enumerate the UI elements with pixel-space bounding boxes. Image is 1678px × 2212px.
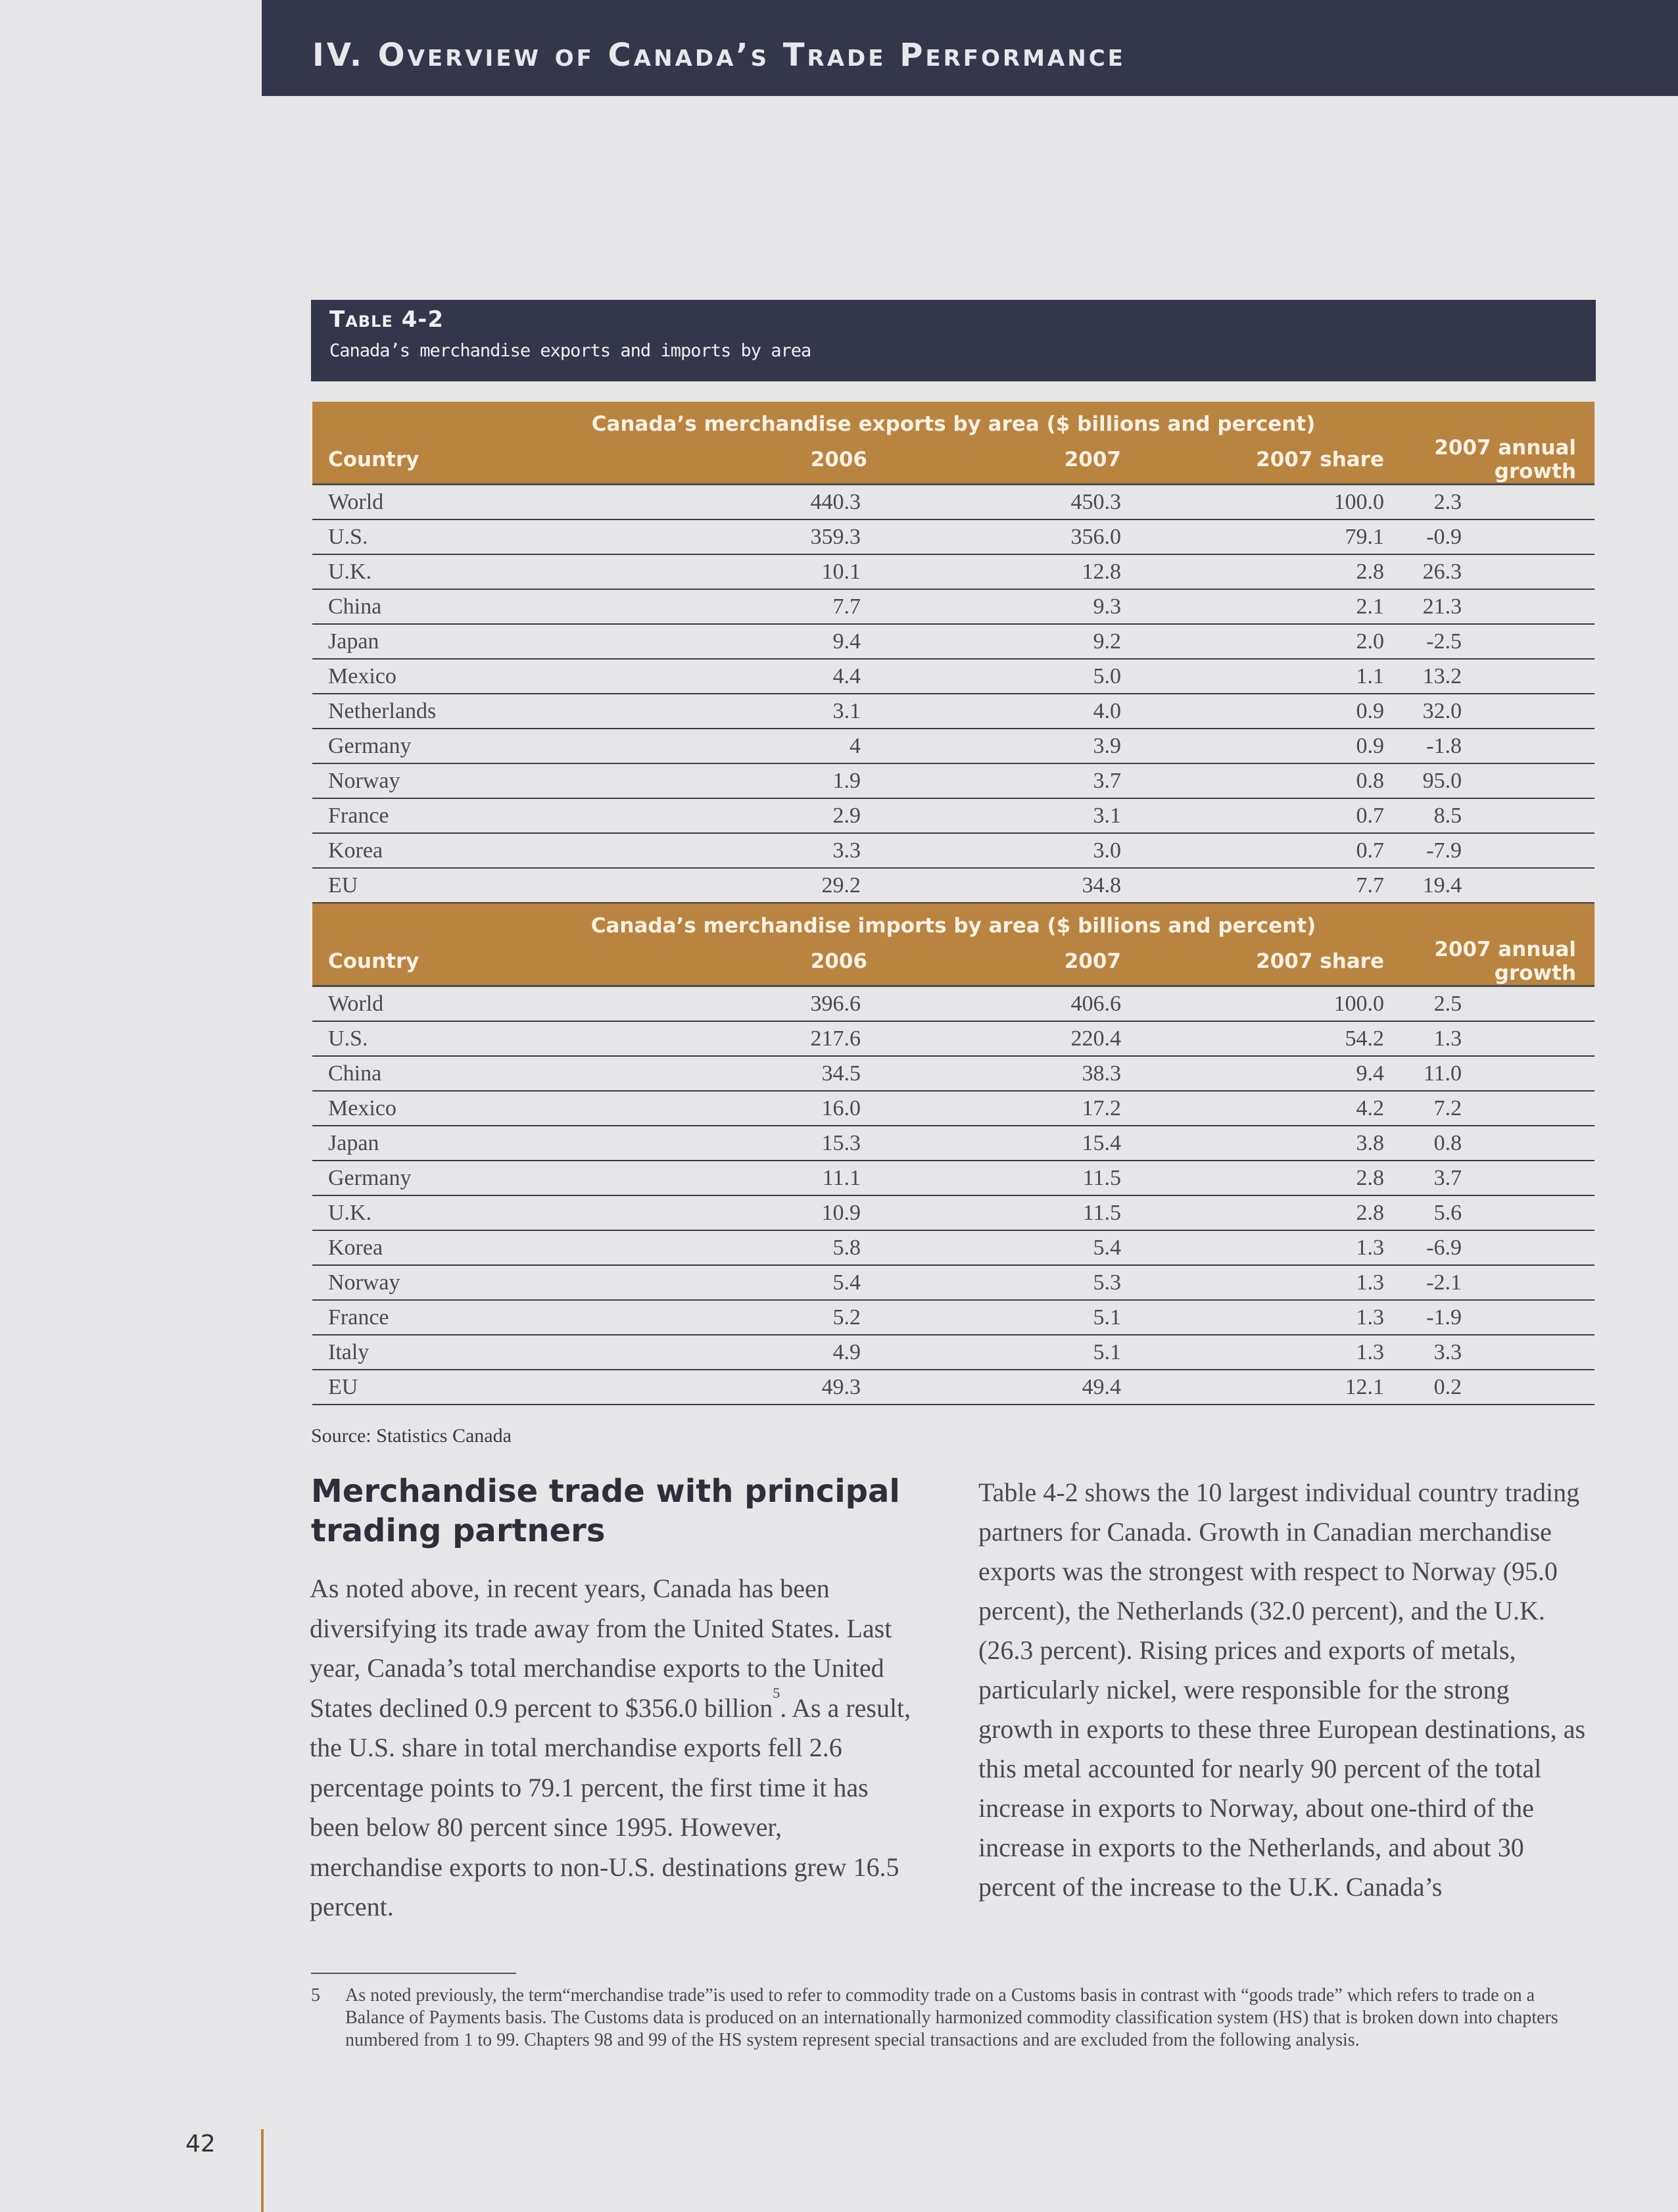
- exports-section-title: Canada’s merchandise exports by area ($ billions and percent): [312, 402, 1594, 436]
- growth-2007-cell: 0.2: [1404, 1370, 1594, 1405]
- value-2006-cell: 10.1: [654, 554, 878, 589]
- growth-2007-cell: 95.0: [1404, 763, 1594, 798]
- value-2007-cell: 3.1: [878, 798, 1141, 833]
- column-header-value-2006: 2006: [654, 436, 878, 485]
- table-row: [312, 1161, 1594, 1195]
- share-2007-cell: 54.2: [1141, 1021, 1404, 1056]
- value-2006-cell: 15.3: [654, 1126, 878, 1161]
- share-2007-cell: 4.2: [1141, 1091, 1404, 1126]
- imports-header-row: [312, 938, 1594, 986]
- growth-2007-cell: 5.6: [1404, 1195, 1594, 1230]
- growth-2007-cell: -6.9: [1404, 1230, 1594, 1265]
- column-header-share-2007: 2007 share: [1141, 436, 1404, 485]
- value-2007-cell: 5.4: [878, 1230, 1141, 1265]
- value-2006-cell: 359.3: [654, 519, 878, 554]
- country-cell: France: [312, 1300, 654, 1335]
- body-text-right: [978, 1473, 1590, 1907]
- share-2007-cell: 2.8: [1141, 1161, 1404, 1195]
- table-title: Canada’s merchandise exports and imports by area: [329, 341, 811, 361]
- share-2007-cell: 100.0: [1141, 986, 1404, 1022]
- column-header-growth-2007: 2007 annual growth: [1404, 938, 1594, 986]
- country-cell: Korea: [312, 1230, 654, 1265]
- country-cell: U.K.: [312, 1195, 654, 1230]
- value-2007-cell: 38.3: [878, 1056, 1141, 1091]
- table-row: [312, 1195, 1594, 1230]
- country-cell: Korea: [312, 833, 654, 868]
- country-cell: EU: [312, 1370, 654, 1405]
- share-2007-cell: 3.8: [1141, 1126, 1404, 1161]
- column-header-growth-2007: 2007 annual growth: [1404, 436, 1594, 485]
- country-cell: Netherlands: [312, 694, 654, 729]
- value-2006-cell: 5.4: [654, 1265, 878, 1300]
- table-row: [312, 1265, 1594, 1300]
- footnote-text: As noted previously, the term“merchandise trade”is used to refer to commodity trade on a Customs basis in contrast with “goods trade” which refers to trade on a Balance of Payments basis. The Customs data is produced on an internationally harmonized commodity classification system (HS) that is broken down into chapters numbered from 1 to 99. Chapters 98 and 99 of the HS system represent special transactions and are excluded from the following analysis.: [345, 1985, 1558, 2050]
- value-2007-cell: 11.5: [878, 1161, 1141, 1195]
- body-right-paragraph: Table 4-2 shows the 10 largest individual country trading partners for Canada. Growth in Canadian merchandise exports was the strongest with respect to Norway (95.0 percent), the Netherlands (32.0 percent), and the U.K. (26.3 percent). Rising prices and exports of metals, particularly nickel, were responsible for the strong growth in exports to these three European destinations, as this metal accounted for nearly 90 percent of the total increase in exports to Norway, about one-third of the increase in exports to the Netherlands, and about 30 percent of the increase to the U.K. Canada’s: [978, 1478, 1586, 1902]
- country-cell: Germany: [312, 1161, 654, 1195]
- growth-2007-cell: 11.0: [1404, 1056, 1594, 1091]
- value-2006-cell: 217.6: [654, 1021, 878, 1056]
- value-2006-cell: 3.1: [654, 694, 878, 729]
- country-cell: France: [312, 798, 654, 833]
- body-left-text-a: As noted above, in recent years, Canada has been diversifying its trade away from the United States. Last year, Canada’s total merchandise exports to the United States declined 0.9 percent to $356.0 billion: [310, 1574, 892, 1723]
- share-2007-cell: 1.3: [1141, 1265, 1404, 1300]
- value-2006-cell: 4: [654, 729, 878, 763]
- column-header-country: Country: [312, 938, 654, 986]
- growth-2007-cell: 26.3: [1404, 554, 1594, 589]
- share-2007-cell: 2.8: [1141, 554, 1404, 589]
- country-cell: U.K.: [312, 554, 654, 589]
- value-2007-cell: 5.1: [878, 1335, 1141, 1370]
- table-row: [312, 1230, 1594, 1265]
- value-2007-cell: 3.9: [878, 729, 1141, 763]
- value-2007-cell: 12.8: [878, 554, 1141, 589]
- share-2007-cell: 9.4: [1141, 1056, 1404, 1091]
- imports-section-title: Canada’s merchandise imports by area ($ billions and percent): [312, 903, 1594, 938]
- value-2006-cell: 2.9: [654, 798, 878, 833]
- country-cell: Japan: [312, 1126, 654, 1161]
- share-2007-cell: 0.7: [1141, 798, 1404, 833]
- share-2007-cell: 0.9: [1141, 729, 1404, 763]
- imports-section-title-row: [312, 903, 1594, 938]
- share-2007-cell: 1.3: [1141, 1335, 1404, 1370]
- value-2006-cell: 5.8: [654, 1230, 878, 1265]
- share-2007-cell: 1.3: [1141, 1300, 1404, 1335]
- table-row: [312, 1091, 1594, 1126]
- share-2007-cell: 1.1: [1141, 659, 1404, 694]
- country-cell: U.S.: [312, 1021, 654, 1056]
- growth-2007-cell: 21.3: [1404, 589, 1594, 624]
- value-2007-cell: 15.4: [878, 1126, 1141, 1161]
- value-2006-cell: 4.4: [654, 659, 878, 694]
- country-cell: Mexico: [312, 659, 654, 694]
- growth-2007-cell: -7.9: [1404, 833, 1594, 868]
- table-row: [312, 1021, 1594, 1056]
- trade-table: [312, 402, 1594, 1405]
- column-header-value-2007: 2007: [878, 436, 1141, 485]
- page-number-rule: [261, 2129, 264, 2212]
- share-2007-cell: 0.9: [1141, 694, 1404, 729]
- growth-2007-cell: 8.5: [1404, 798, 1594, 833]
- table-row: [312, 763, 1594, 798]
- value-2006-cell: 1.9: [654, 763, 878, 798]
- table-row: [312, 868, 1594, 903]
- column-header-country: Country: [312, 436, 654, 485]
- growth-2007-cell: -1.8: [1404, 729, 1594, 763]
- exports-section-title-row: [312, 402, 1594, 436]
- table-caption: [311, 300, 1596, 381]
- growth-2007-cell: -1.9: [1404, 1300, 1594, 1335]
- column-header-value-2007: 2007: [878, 938, 1141, 986]
- value-2007-cell: 49.4: [878, 1370, 1141, 1405]
- value-2006-cell: 11.1: [654, 1161, 878, 1195]
- country-cell: Mexico: [312, 1091, 654, 1126]
- value-2007-cell: 406.6: [878, 986, 1141, 1022]
- body-left-text-b: . As a result, the U.S. share in total merchandise exports fell 2.6 percentage points to 79.1 percent, the first time it has been below 80 percent since 1995. However, merchandise exports to non-U.S. destinations grew 16.5 percent.: [310, 1693, 911, 1921]
- section-heading: Merchandise trade with principal trading partners: [311, 1473, 900, 1549]
- table-row: [312, 694, 1594, 729]
- growth-2007-cell: -2.5: [1404, 624, 1594, 659]
- growth-2007-cell: 3.3: [1404, 1335, 1594, 1370]
- page-title: IV. Overview of Canada’s Trade Performance: [312, 37, 1126, 74]
- country-cell: Italy: [312, 1335, 654, 1370]
- footnote-number: 5: [311, 1985, 320, 2006]
- growth-2007-cell: 1.3: [1404, 1021, 1594, 1056]
- table-row: [312, 554, 1594, 589]
- body-text-left: [310, 1569, 921, 1927]
- value-2007-cell: 5.0: [878, 659, 1141, 694]
- country-cell: Germany: [312, 729, 654, 763]
- country-cell: Japan: [312, 624, 654, 659]
- table-row: [312, 1335, 1594, 1370]
- country-cell: China: [312, 589, 654, 624]
- growth-2007-cell: 2.3: [1404, 485, 1594, 520]
- country-cell: China: [312, 1056, 654, 1091]
- country-cell: U.S.: [312, 519, 654, 554]
- table-row: [312, 1126, 1594, 1161]
- growth-2007-cell: 32.0: [1404, 694, 1594, 729]
- table-label: Table 4-2: [329, 306, 444, 333]
- footnote-divider: [311, 1973, 516, 1974]
- table-source: Source: Statistics Canada: [311, 1425, 512, 1447]
- table-row: [312, 833, 1594, 868]
- value-2006-cell: 9.4: [654, 624, 878, 659]
- share-2007-cell: 12.1: [1141, 1370, 1404, 1405]
- table-row: [312, 986, 1594, 1022]
- country-cell: Norway: [312, 763, 654, 798]
- footnote-reference[interactable]: 5: [773, 1685, 780, 1702]
- table-row: [312, 659, 1594, 694]
- value-2006-cell: 440.3: [654, 485, 878, 520]
- country-cell: EU: [312, 868, 654, 903]
- value-2007-cell: 5.1: [878, 1300, 1141, 1335]
- share-2007-cell: 0.7: [1141, 833, 1404, 868]
- growth-2007-cell: 19.4: [1404, 868, 1594, 903]
- exports-header-row: [312, 436, 1594, 485]
- share-2007-cell: 100.0: [1141, 485, 1404, 520]
- table-row: [312, 1370, 1594, 1405]
- value-2007-cell: 17.2: [878, 1091, 1141, 1126]
- value-2006-cell: 7.7: [654, 589, 878, 624]
- value-2007-cell: 34.8: [878, 868, 1141, 903]
- table-row: [312, 729, 1594, 763]
- value-2006-cell: 29.2: [654, 868, 878, 903]
- value-2006-cell: 3.3: [654, 833, 878, 868]
- value-2006-cell: 34.5: [654, 1056, 878, 1091]
- growth-2007-cell: 2.5: [1404, 986, 1594, 1022]
- value-2007-cell: 5.3: [878, 1265, 1141, 1300]
- table-row: [312, 589, 1594, 624]
- value-2006-cell: 49.3: [654, 1370, 878, 1405]
- footnote: [311, 1984, 1593, 2052]
- share-2007-cell: 2.8: [1141, 1195, 1404, 1230]
- table-row: [312, 798, 1594, 833]
- value-2007-cell: 356.0: [878, 519, 1141, 554]
- country-cell: World: [312, 485, 654, 520]
- value-2006-cell: 4.9: [654, 1335, 878, 1370]
- table-row: [312, 485, 1594, 520]
- page-number: 42: [185, 2130, 216, 2157]
- value-2006-cell: 16.0: [654, 1091, 878, 1126]
- country-cell: Norway: [312, 1265, 654, 1300]
- table-row: [312, 1056, 1594, 1091]
- share-2007-cell: 2.1: [1141, 589, 1404, 624]
- value-2007-cell: 450.3: [878, 485, 1141, 520]
- growth-2007-cell: 0.8: [1404, 1126, 1594, 1161]
- value-2007-cell: 4.0: [878, 694, 1141, 729]
- growth-2007-cell: 7.2: [1404, 1091, 1594, 1126]
- value-2007-cell: 220.4: [878, 1021, 1141, 1056]
- value-2007-cell: 9.3: [878, 589, 1141, 624]
- share-2007-cell: 0.8: [1141, 763, 1404, 798]
- table-row: [312, 519, 1594, 554]
- share-2007-cell: 79.1: [1141, 519, 1404, 554]
- share-2007-cell: 2.0: [1141, 624, 1404, 659]
- value-2006-cell: 5.2: [654, 1300, 878, 1335]
- column-header-value-2006: 2006: [654, 938, 878, 986]
- share-2007-cell: 1.3: [1141, 1230, 1404, 1265]
- share-2007-cell: 7.7: [1141, 868, 1404, 903]
- growth-2007-cell: 3.7: [1404, 1161, 1594, 1195]
- growth-2007-cell: 13.2: [1404, 659, 1594, 694]
- table-row: [312, 624, 1594, 659]
- value-2006-cell: 10.9: [654, 1195, 878, 1230]
- value-2007-cell: 11.5: [878, 1195, 1141, 1230]
- table-row: [312, 1300, 1594, 1335]
- value-2007-cell: 9.2: [878, 624, 1141, 659]
- growth-2007-cell: -0.9: [1404, 519, 1594, 554]
- column-header-share-2007: 2007 share: [1141, 938, 1404, 986]
- country-cell: World: [312, 986, 654, 1022]
- value-2006-cell: 396.6: [654, 986, 878, 1022]
- value-2007-cell: 3.7: [878, 763, 1141, 798]
- value-2007-cell: 3.0: [878, 833, 1141, 868]
- growth-2007-cell: -2.1: [1404, 1265, 1594, 1300]
